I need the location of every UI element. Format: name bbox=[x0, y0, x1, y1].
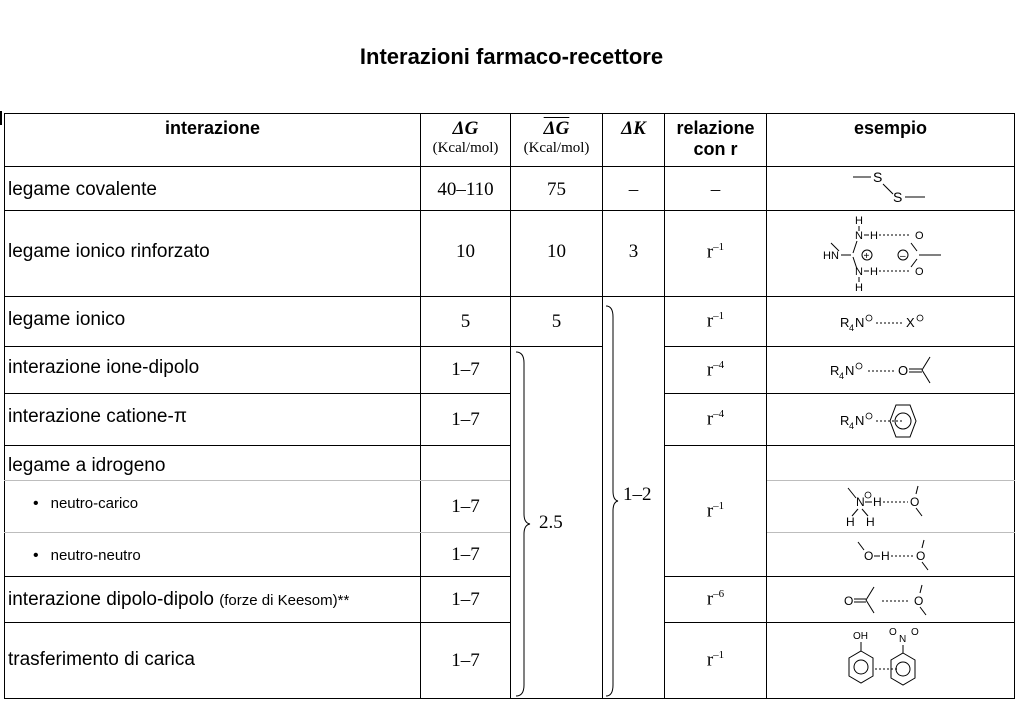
delta-k-value: – bbox=[603, 167, 665, 211]
svg-text:4: 4 bbox=[848, 322, 854, 333]
example-ion-dipole bbox=[767, 347, 1015, 394]
svg-text:H: H bbox=[872, 494, 882, 509]
delta-g-value: 5 bbox=[421, 297, 511, 347]
svg-text:OH: OH bbox=[852, 630, 868, 642]
svg-text:H: H bbox=[854, 281, 863, 294]
header-interazione: interazione bbox=[5, 114, 421, 167]
delta-k-value: 3 bbox=[603, 211, 665, 297]
svg-text:+: + bbox=[863, 250, 869, 262]
relation-exponent: –1 bbox=[713, 310, 725, 323]
guanidinium-carboxylate-structure bbox=[811, 213, 971, 295]
svg-text:R: R bbox=[839, 412, 849, 428]
right-brace-delta-g-mean bbox=[515, 351, 531, 697]
row-name: interazione catione-π bbox=[5, 394, 421, 446]
relation-base: r bbox=[706, 649, 714, 671]
header-esempio: esempio bbox=[767, 114, 1015, 167]
page-title: Interazioni farmaco-recettore bbox=[359, 44, 664, 69]
svg-text:–: – bbox=[899, 250, 906, 262]
svg-text:R: R bbox=[829, 363, 839, 378]
example-cation-pi bbox=[767, 394, 1015, 446]
svg-text:O: O bbox=[913, 593, 923, 608]
row-name-note: (forze di Keesom)** bbox=[219, 592, 350, 609]
svg-text:O: O bbox=[915, 548, 925, 563]
delta-g-value: 1–7 bbox=[421, 481, 511, 533]
svg-text:N: N bbox=[898, 633, 906, 645]
relation-value: – bbox=[665, 167, 767, 211]
delta-g-unit: (Kcal/mol) bbox=[432, 140, 499, 156]
table-header-row bbox=[5, 114, 1015, 167]
row-name: legame covalente bbox=[5, 167, 421, 211]
relation-base: r bbox=[706, 310, 714, 332]
delta-g-value: 40–110 bbox=[421, 167, 511, 211]
delta-g-mean-group bbox=[511, 347, 603, 699]
delta-g-mean-value: 75 bbox=[511, 167, 603, 211]
relation-exponent: –1 bbox=[713, 649, 725, 662]
svg-text:O: O bbox=[843, 593, 853, 608]
table-row bbox=[5, 394, 1015, 446]
relation-base: r bbox=[706, 359, 714, 381]
delta-g-value: 1–7 bbox=[421, 577, 511, 623]
relation-base: r bbox=[706, 408, 714, 430]
relation-value bbox=[665, 623, 767, 699]
svg-text:R: R bbox=[839, 314, 849, 330]
delta-k-group-value: 1–2 bbox=[623, 484, 652, 505]
table-row bbox=[5, 347, 1015, 394]
svg-text:O: O bbox=[914, 265, 924, 278]
relation-base: r bbox=[706, 500, 714, 522]
svg-text:H: H bbox=[865, 514, 875, 529]
delta-g-symbol: ΔG bbox=[452, 118, 479, 139]
table-row bbox=[5, 577, 1015, 623]
margin-mark bbox=[0, 111, 2, 125]
relation-base: r bbox=[706, 241, 714, 263]
table-row bbox=[5, 533, 1015, 577]
header-relazione-line1: relazione bbox=[676, 118, 755, 138]
svg-text:S: S bbox=[872, 168, 882, 185]
svg-text:4: 4 bbox=[838, 371, 844, 381]
header-relazione-line2: con r bbox=[693, 139, 738, 159]
svg-text:O: O bbox=[914, 229, 924, 242]
example-covalent bbox=[767, 167, 1015, 211]
svg-text:H: H bbox=[869, 265, 878, 278]
ammonium-anion-structure bbox=[836, 309, 946, 335]
relation-exponent: –1 bbox=[713, 499, 725, 512]
ammonium-hbond-structure bbox=[836, 484, 946, 530]
svg-text:HN: HN bbox=[822, 249, 839, 262]
svg-text:H: H bbox=[854, 214, 863, 227]
relation-exponent: –4 bbox=[713, 408, 725, 421]
phenol-nitrobenzene-structure bbox=[831, 625, 951, 697]
header-delta-g bbox=[421, 114, 511, 167]
relation-exponent: –1 bbox=[713, 241, 725, 253]
svg-text:4: 4 bbox=[848, 420, 854, 431]
row-name-main: interazione dipolo-dipolo bbox=[8, 589, 220, 610]
table-row bbox=[5, 211, 1015, 297]
relation-value bbox=[665, 394, 767, 446]
relation-value bbox=[665, 347, 767, 394]
header-delta-k bbox=[603, 114, 665, 167]
svg-text:N: N bbox=[844, 363, 854, 378]
row-name: interazione ione-dipolo bbox=[5, 347, 421, 394]
table-row bbox=[5, 297, 1015, 347]
example-charge-transfer bbox=[767, 623, 1015, 699]
example-dipole-dipole bbox=[767, 577, 1015, 623]
relation-exponent: –6 bbox=[713, 588, 725, 601]
header-delta-g-mean bbox=[511, 114, 603, 167]
ammonium-carbonyl-structure bbox=[826, 353, 956, 387]
carbonyl-hydroxyl-structure bbox=[836, 581, 946, 619]
delta-g-mean-group-value: 2.5 bbox=[539, 512, 563, 533]
delta-g-value: 1–7 bbox=[421, 623, 511, 699]
row-name: trasferimento di carica bbox=[5, 623, 421, 699]
delta-g-value-empty bbox=[421, 446, 511, 481]
table-row bbox=[5, 167, 1015, 211]
relation-value bbox=[665, 211, 767, 297]
example-reinforced-ionic bbox=[767, 211, 1015, 297]
relation-value bbox=[665, 446, 767, 577]
example-ionic bbox=[767, 297, 1015, 347]
svg-text:N: N bbox=[854, 314, 864, 330]
svg-text:O: O bbox=[888, 626, 897, 638]
delta-k-symbol: ΔK bbox=[621, 118, 646, 139]
relation-exponent: –4 bbox=[713, 358, 725, 371]
delta-g-mean-value: 5 bbox=[511, 297, 603, 347]
header-relazione bbox=[665, 114, 767, 167]
delta-g-value: 1–7 bbox=[421, 533, 511, 577]
delta-g-mean-value: 10 bbox=[511, 211, 603, 297]
ammonium-benzene-structure bbox=[836, 400, 946, 440]
table-row bbox=[5, 623, 1015, 699]
svg-text:H: H bbox=[869, 229, 878, 242]
svg-text:O: O bbox=[910, 626, 919, 638]
row-name: legame a idrogeno bbox=[5, 446, 421, 481]
example-neutral-neutral bbox=[767, 533, 1015, 577]
svg-text:H: H bbox=[845, 514, 855, 529]
hydroxyl-hbond-structure bbox=[836, 536, 946, 574]
svg-text:N: N bbox=[854, 229, 863, 242]
example-neutral-charged bbox=[767, 481, 1015, 533]
row-name: legame ionico bbox=[5, 297, 421, 347]
svg-text:O: O bbox=[863, 548, 873, 563]
table-row bbox=[5, 446, 1015, 481]
relation-value bbox=[665, 297, 767, 347]
row-name-bullet: • neutro-carico bbox=[5, 481, 421, 533]
example-empty bbox=[767, 446, 1015, 481]
svg-text:O: O bbox=[897, 363, 908, 378]
svg-text:N: N bbox=[854, 412, 864, 428]
svg-text:N: N bbox=[854, 265, 863, 278]
svg-text:H: H bbox=[880, 548, 890, 563]
delta-g-value: 1–7 bbox=[421, 394, 511, 446]
delta-g-value: 10 bbox=[421, 211, 511, 297]
table-row bbox=[5, 481, 1015, 533]
svg-text:N: N bbox=[855, 494, 865, 509]
delta-g-mean-symbol: $\overline{\Delta G}$ bbox=[543, 118, 570, 139]
disulfide-structure bbox=[841, 168, 941, 210]
row-name-bullet: • neutro-neutro bbox=[5, 533, 421, 577]
delta-k-group bbox=[603, 297, 665, 699]
svg-text:O: O bbox=[909, 494, 919, 509]
delta-g-mean-unit: (Kcal/mol) bbox=[523, 140, 590, 156]
relation-base: r bbox=[706, 588, 714, 610]
delta-g-value: 1–7 bbox=[421, 347, 511, 394]
interactions-table bbox=[4, 113, 1015, 699]
relation-value bbox=[665, 577, 767, 623]
svg-text:X: X bbox=[905, 314, 915, 330]
row-name: legame ionico rinforzato bbox=[5, 211, 421, 297]
right-brace-delta-k bbox=[605, 305, 619, 697]
svg-text:S: S bbox=[892, 188, 902, 205]
row-name bbox=[5, 577, 421, 623]
